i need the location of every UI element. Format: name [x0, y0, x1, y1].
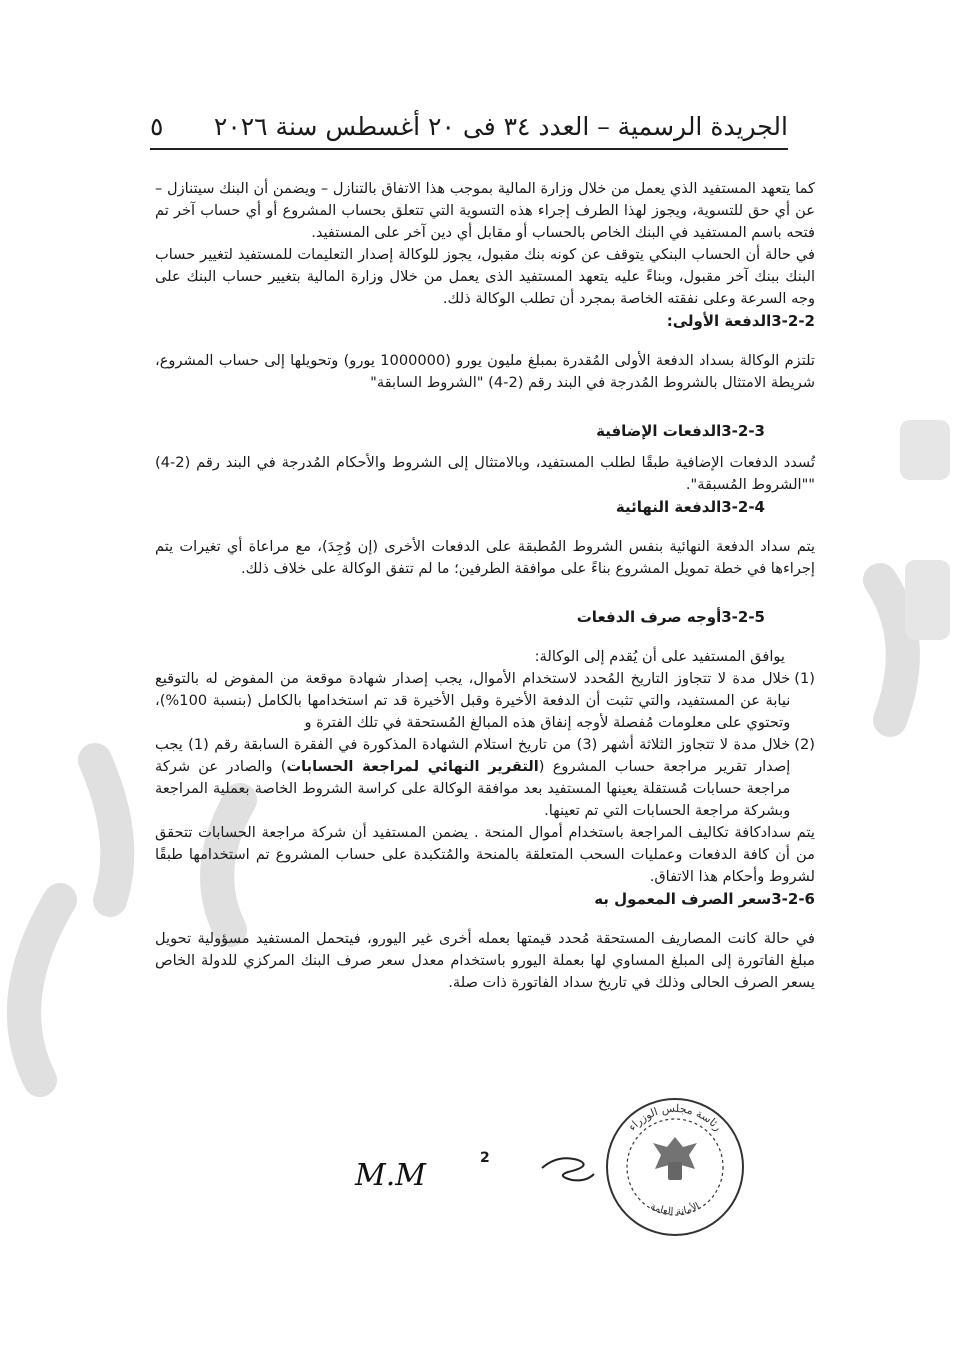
- list-item: [155, 734, 815, 822]
- header-page-number: ٥: [150, 112, 164, 141]
- heading-final-payment: 3-2-4الدفعة النهائية: [615, 498, 765, 516]
- list-item-text: خلال مدة لا تتجاوز الثلاثة أشهر (3) من تاريخ استلام الشهادة المذكورة في الفقرة السابقة رقم (1) يجب إصدار تقرير مراجعة حساب المشروع (التقرير النهائي لمراجعة الحسابات) والصادر عن شركة مراجعة حسابات مُستقلة يعينها المستفيد بعد موافقة الوكالة على كراسة الشروط الخاصة بعملية المراجعة وبشركة مراجعة الحسابات التي تم تعينها.: [155, 736, 791, 819]
- heading-payment-uses: 3-2-5أوجه صرف الدفعات: [576, 608, 765, 626]
- final-audit-report-term: التقرير النهائي لمراجعة الحسابات: [286, 758, 539, 775]
- list-item-number: (1): [794, 670, 815, 687]
- document-body: [155, 178, 815, 994]
- eagle-emblem-icon: [653, 1137, 697, 1180]
- gazette-title: الجريدة الرسمية – العدد ٣٤ فى ٢٠ أغسطس سنة ٢٠٢٦: [213, 112, 788, 141]
- paragraph-bank-change: في حالة أن الحساب البنكي يتوقف عن كونه بنك مقبول، يجوز للوكالة إصدار التعليمات للمستفيد لتغيير حساب البنك ببنك آخر مقبول، وبناءً عليه يتعهد المستفيد الذى يعمل من خلال وزارة المالية بتغيير حساب البنك على وجه السرعة وعلى نفقته الخاصة بمجرد أن تطلب الوكالة ذلك.: [155, 246, 815, 307]
- paragraph-exchange-rate: في حالة كانت المصاريف المستحقة مُحدد قيمتها بعمله أخرى غير اليورو، فيتحمل المستفيد مسؤولية تحويل مبلغ الفاتورة إلى المبلغ المساوي لها بعملة اليورو باستخدام معدل سعر صرف البنك المركزي للدولة الخاص يسعر الصرف الحالى وذلك في تاريخ سداد الفاتورة ذات صلة.: [155, 930, 815, 991]
- handwritten-signature: [538, 1146, 598, 1186]
- footer-page-number: 2: [480, 1150, 490, 1166]
- page-header: [150, 108, 788, 150]
- svg-text:الأمانة العامة: [648, 1200, 701, 1217]
- seal-top-text: رئاسة مجلس الوزراء: [625, 1101, 725, 1134]
- official-seal-stamp: [600, 1092, 750, 1242]
- initials-signature: M.M: [355, 1158, 426, 1193]
- list-item-number: (2): [794, 736, 815, 753]
- heading-first-payment: 3-2-2الدفعة الأولى:: [666, 312, 815, 330]
- heading-exchange-rate: 3-2-6سعر الصرف المعمول به: [594, 890, 815, 908]
- seal-bottom-text: الأمانة العامة: [648, 1201, 702, 1218]
- svg-text:رئاسة مجلس الوزراء: [626, 1102, 725, 1134]
- heading-additional-payments: 3-2-3الدفعات الإضافية: [596, 422, 765, 440]
- paragraph-final-payment: يتم سداد الدفعة النهائية بنفس الشروط المُطبقة على الدفعات الأخرى (إن وُجِدَ)، مع مراعاة أي تغيرات يتم إجراءها في خطة تمويل المشروع بناءً على موافقة الطرفين؛ ما لم تتفق الوكالة على خلاف ذلك.: [155, 538, 815, 577]
- list-item: [155, 668, 815, 734]
- paragraph-waiver: كما يتعهد المستفيد الذي يعمل من خلال وزارة المالية بموجب هذا الاتفاق بالتنازل – ويضمن أن البنك سيتنازل – عن أي حق للتسوية، ويجوز لهذا الطرف إجراء هذه التسوية التي تتعلق بحساب المشروع أو أي حساب آخر تم فتحه باسم المستفيد في البنك الخاص بالحساب أو مقابل أي دين آخر على المستفيد.: [155, 180, 815, 241]
- list-item-text: خلال مدة لا تتجاوز التاريخ المُحدد لاستخدام الأموال، يجب إصدار شهادة موقعة من المفوض له بالتوقيع نيابة عن المستفيد، والتي تثبت أن الدفعة الأخيرة وقبل الأخيرة قد تم استخدامها بالكامل (بنسبة 100%)، وتحتوي على معلومات مُفصلة لأوجه إنفاق هذه المبالغ المُستحقة في تلك الفترة و: [155, 670, 791, 731]
- paragraph-audit-costs: يتم سدادكافة تكاليف المراجعة باستخدام أموال المنحة . يضمن المستفيد أن شركة مراجعة الحسابات تتحقق من أن كافة الدفعات وعمليات السحب المتعلقة بالمنحة والمُتكبدة على حساب المشروع تم استخدامها طبقًا لشروط وأحكام هذا الاتفاق.: [155, 824, 815, 885]
- obligations-list: [155, 668, 815, 822]
- paragraph-additional-payments: تُسدد الدفعات الإضافية طبقًا لطلب المستفيد، وبالامتثال إلى الشروط والأحكام المُدرجة في البند رقم (2-4) ""الشروط المُسبقة".: [155, 454, 815, 493]
- paragraph-beneficiary-agrees: يوافق المستفيد على أن يُقدم إلى الوكالة:: [534, 648, 785, 665]
- paragraph-first-payment: تلتزم الوكالة بسداد الدفعة الأولى المُقدرة بمبلغ مليون يورو (1000000 يورو) وتحويلها إلى حساب المشروع، شريطة الامتثال بالشروط المُدرجة في البند رقم (2-4) "الشروط السابقة": [155, 352, 815, 391]
